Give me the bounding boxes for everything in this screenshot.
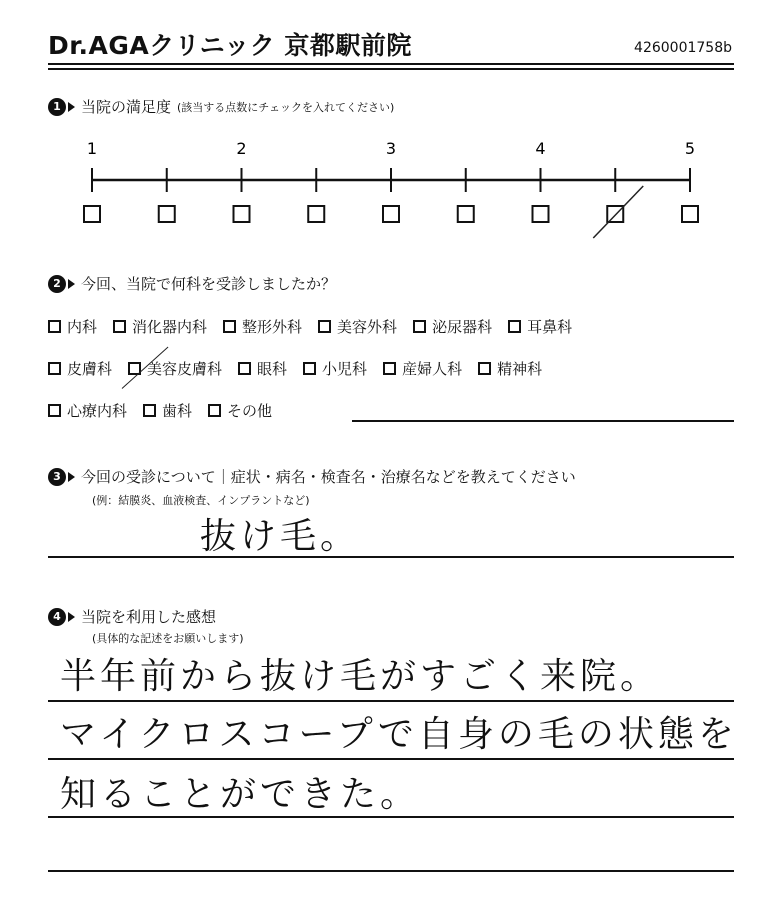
department-option[interactable] <box>143 400 192 421</box>
scale-checkbox[interactable] <box>458 206 474 222</box>
q3-arrow-icon <box>68 472 75 482</box>
department-checkbox[interactable] <box>413 320 426 333</box>
department-option[interactable] <box>128 358 222 379</box>
department-option[interactable] <box>113 316 207 337</box>
q2-number-icon: 2 <box>48 275 66 293</box>
department-row-3 <box>48 400 734 421</box>
department-label: 精神科 <box>497 360 543 378</box>
department-checkbox[interactable] <box>48 404 61 417</box>
q3-example: (例：結膜炎、血液検査、インプラントなど) <box>92 494 310 507</box>
department-option[interactable] <box>208 400 272 421</box>
department-label: 内科 <box>67 318 98 336</box>
department-option[interactable] <box>318 316 397 337</box>
q2-title: 今回、当院で何科を受診しましたか？ <box>81 275 337 293</box>
department-checkbox[interactable] <box>208 404 221 417</box>
department-label: 耳鼻科 <box>527 318 573 336</box>
department-option[interactable] <box>48 358 112 379</box>
department-label: 美容外科 <box>337 318 398 336</box>
department-checkbox[interactable] <box>48 362 61 375</box>
scale-label-5: 5 <box>684 139 696 158</box>
scale-checkbox[interactable] <box>533 206 549 222</box>
q4-number-icon: 4 <box>48 608 66 626</box>
other-write-in-line[interactable] <box>352 420 734 422</box>
q4-note: (具体的な記述をお願いします) <box>92 632 244 645</box>
department-checkbox[interactable] <box>318 320 331 333</box>
department-option[interactable] <box>508 316 572 337</box>
scale-checkbox[interactable] <box>159 206 175 222</box>
scale-label-4: 4 <box>535 139 546 158</box>
department-checkbox[interactable] <box>238 362 251 375</box>
department-option[interactable] <box>413 316 492 337</box>
q4-rule-2[interactable] <box>48 758 734 760</box>
scale-label-1: 1 <box>86 139 98 158</box>
department-checkbox[interactable] <box>113 320 126 333</box>
q1-number-icon: 1 <box>48 98 66 116</box>
scale-checkbox[interactable] <box>84 206 100 222</box>
q2-arrow-icon <box>68 279 75 289</box>
scale-checkbox[interactable] <box>308 206 324 222</box>
department-label: 眼科 <box>257 360 288 378</box>
scale-checkbox[interactable] <box>682 206 698 222</box>
department-row-1 <box>48 316 588 337</box>
q4-answer-line-2: マイクロスコープで自身の毛の状態を <box>60 714 738 755</box>
check-mark-stroke <box>593 186 643 238</box>
department-label: その他 <box>227 402 273 420</box>
department-label: 歯科 <box>162 402 193 420</box>
q4-rule-4[interactable] <box>48 870 734 872</box>
q3-number-icon: 3 <box>48 468 66 486</box>
q3-title: 今回の受診について｜症状・病名・検査名・治療名などを教えてください <box>81 468 576 486</box>
department-label: 小児科 <box>322 360 368 378</box>
department-checkbox[interactable] <box>143 404 156 417</box>
department-option[interactable] <box>48 400 127 421</box>
q1-arrow-icon <box>68 102 75 112</box>
q3-answer-line[interactable] <box>48 556 734 558</box>
scale-checkbox[interactable] <box>383 206 399 222</box>
q4-title: 当院を利用した感想 <box>81 608 217 626</box>
q4-rule-1[interactable] <box>48 700 734 702</box>
q4-arrow-icon <box>68 612 75 622</box>
q1-title: 当院の満足度 <box>81 98 172 116</box>
department-checkbox[interactable] <box>383 362 396 375</box>
department-row-2 <box>48 358 558 379</box>
q4-answer-line-1: 半年前から抜け毛がすごく来院。 <box>60 656 661 697</box>
form-title: Dr.AGAクリニック 京都駅前院 <box>48 31 412 60</box>
department-checkbox[interactable] <box>48 320 61 333</box>
department-label: 泌尿器科 <box>432 318 493 336</box>
department-option[interactable] <box>48 316 97 337</box>
department-label: 皮膚科 <box>67 360 113 378</box>
q1-heading <box>48 96 394 117</box>
header-rule-bottom <box>48 68 734 70</box>
department-checkbox[interactable] <box>478 362 491 375</box>
department-checkbox[interactable] <box>303 362 316 375</box>
department-label: 心療内科 <box>67 402 128 420</box>
department-label: 美容皮膚科 <box>147 360 223 378</box>
department-checkbox[interactable] <box>508 320 521 333</box>
q3-handwritten-answer: 抜け毛。 <box>200 516 361 557</box>
q4-heading <box>48 606 216 627</box>
scale-label-2: 2 <box>236 139 247 158</box>
q3-heading <box>48 466 576 487</box>
satisfaction-scale <box>48 130 734 245</box>
department-option[interactable] <box>238 358 287 379</box>
department-label: 整形外科 <box>242 318 303 336</box>
q4-answer-line-3: 知ることができた。 <box>60 774 421 815</box>
q4-rule-3[interactable] <box>48 816 734 818</box>
department-option[interactable] <box>303 358 367 379</box>
document-id: 4260001758b <box>634 40 732 56</box>
department-option[interactable] <box>478 358 542 379</box>
header-rule-top <box>48 63 734 65</box>
department-checkbox[interactable] <box>223 320 236 333</box>
scale-checkbox[interactable] <box>234 206 250 222</box>
department-option[interactable] <box>223 316 302 337</box>
department-label: 産婦人科 <box>402 360 463 378</box>
q1-note: (該当する点数にチェックを入れてください) <box>177 100 395 114</box>
department-label: 消化器内科 <box>132 318 208 336</box>
q2-heading <box>48 273 336 294</box>
department-option[interactable] <box>383 358 462 379</box>
scale-label-3: 3 <box>385 139 397 158</box>
